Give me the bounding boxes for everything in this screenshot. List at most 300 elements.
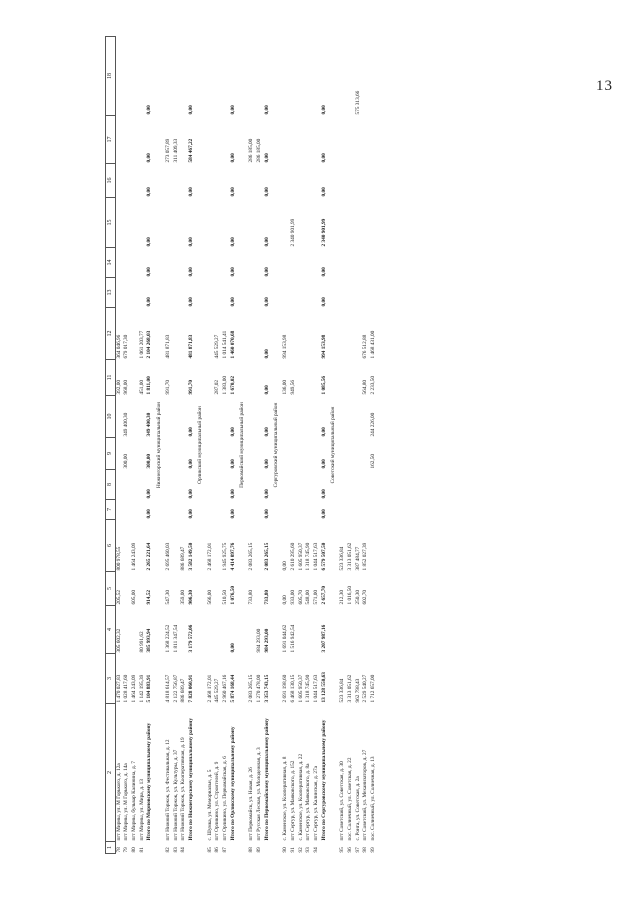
value-cell: 0,00 xyxy=(282,595,289,605)
value-cell xyxy=(355,308,363,360)
value-cell: 0,00 xyxy=(320,509,327,519)
value-cell xyxy=(139,500,147,520)
table-row xyxy=(298,37,306,854)
value-cell xyxy=(339,308,347,360)
row-number-cell: 81 xyxy=(138,847,145,853)
value-cell xyxy=(370,572,378,606)
value-cell xyxy=(207,396,215,438)
value-cell xyxy=(248,396,256,438)
value-cell xyxy=(282,198,290,248)
value-cell xyxy=(290,278,298,308)
value-cell: 0,00 xyxy=(188,267,195,277)
table-row xyxy=(282,37,290,854)
rotated-table-sheet xyxy=(105,37,602,854)
value-cell xyxy=(256,308,264,360)
value-cell xyxy=(180,37,188,116)
value-cell: 0,00 xyxy=(229,297,236,307)
value-cell: 2 340 901,99 xyxy=(320,218,327,247)
value-cell: 510,50 xyxy=(222,589,229,605)
value-cell xyxy=(207,164,215,198)
value-cell xyxy=(347,248,355,278)
value-cell: 136,00 xyxy=(282,379,289,395)
value-cell xyxy=(347,396,355,438)
value-cell xyxy=(290,37,298,116)
value-cell: 0,00 xyxy=(229,643,236,653)
value-cell xyxy=(347,438,355,470)
value-cell: 0,00 xyxy=(320,297,327,307)
value-cell xyxy=(313,606,321,654)
value-cell xyxy=(362,500,370,520)
value-cell xyxy=(115,37,123,116)
value-cell xyxy=(355,198,363,248)
address-cell: пгт Сергур, ул. Калинская, д. 27а xyxy=(313,765,320,841)
value-cell: 287,02 xyxy=(214,379,221,395)
value-cell xyxy=(370,278,378,308)
table-header-row xyxy=(106,37,116,854)
value-cell xyxy=(131,37,139,116)
row-number-cell: 96 xyxy=(347,847,354,853)
value-cell xyxy=(180,500,188,520)
table-row xyxy=(305,37,313,854)
value-cell xyxy=(282,500,290,520)
value-cell: 0,00 xyxy=(320,187,327,197)
table-row xyxy=(248,37,256,854)
value-cell xyxy=(222,606,230,654)
value-cell xyxy=(165,500,173,520)
value-cell xyxy=(313,116,321,164)
value-cell: 1 085,56 xyxy=(320,375,327,395)
value-cell xyxy=(248,360,256,396)
value-cell: 0,00 xyxy=(263,267,270,277)
header-cell: 8 xyxy=(106,470,116,500)
value-cell xyxy=(173,308,181,360)
value-cell: 0,00 xyxy=(188,459,195,469)
value-cell xyxy=(290,500,298,520)
value-cell: 0,00 xyxy=(320,153,327,163)
value-cell: 300,00 xyxy=(146,453,153,469)
value-cell xyxy=(222,500,230,520)
value-cell: 3 207 987,16 xyxy=(320,624,327,653)
value-cell xyxy=(207,37,215,116)
value-cell xyxy=(139,116,147,164)
header-cell: 9 xyxy=(106,438,116,470)
value-cell xyxy=(256,360,264,396)
value-cell xyxy=(248,308,256,360)
table-row xyxy=(180,37,188,854)
value-cell xyxy=(313,198,321,248)
table-row xyxy=(256,37,264,854)
value-cell xyxy=(347,308,355,360)
value-cell xyxy=(214,164,222,198)
address-cell: с. Каменское, ул. Кооперативная, д. 22 xyxy=(297,753,304,841)
table-row xyxy=(362,37,370,854)
value-cell: 2 265 221,64 xyxy=(146,542,153,571)
value-cell: 1 605 950,37 xyxy=(297,674,304,703)
value-cell xyxy=(313,308,321,360)
value-cell: 2 104 268,03 xyxy=(146,330,153,359)
value-cell xyxy=(362,37,370,116)
value-cell xyxy=(248,438,256,470)
address-cell: пгт Мирны, ул. М Горького, д. 14а xyxy=(123,763,130,841)
value-cell: 0,00 xyxy=(320,267,327,277)
value-cell: 0,00 xyxy=(146,153,153,163)
value-cell xyxy=(207,116,215,164)
value-cell: 0,00 xyxy=(263,459,270,469)
header-cell: 12 xyxy=(106,308,116,360)
table-row xyxy=(115,37,123,854)
value-cell xyxy=(339,500,347,520)
value-cell xyxy=(347,164,355,198)
value-cell xyxy=(339,116,347,164)
value-cell xyxy=(139,37,147,116)
value-cell xyxy=(298,606,306,654)
address-cell: пгт Нижний Торжок, ул. Культуры, д. 37 xyxy=(172,749,179,841)
value-cell xyxy=(256,470,264,500)
value-cell: 2 695 460,03 xyxy=(165,542,172,571)
value-cell xyxy=(355,248,363,278)
value-cell xyxy=(248,500,256,520)
row-number-cell xyxy=(264,842,272,854)
value-cell xyxy=(298,470,306,500)
value-cell: 548,00 xyxy=(305,589,312,605)
value-cell xyxy=(305,396,313,438)
value-cell xyxy=(222,470,230,500)
value-cell: 584 467,22 xyxy=(188,138,195,163)
value-cell xyxy=(282,164,290,198)
table-row xyxy=(131,37,139,854)
row-number-cell xyxy=(188,842,196,854)
value-cell xyxy=(256,164,264,198)
value-cell: 349 400,30 xyxy=(146,412,153,437)
header-cell: 6 xyxy=(106,520,116,572)
row-number-cell: 90 xyxy=(282,847,289,853)
value-cell: 311 409,33 xyxy=(172,138,179,163)
value-cell xyxy=(123,248,131,278)
value-cell: 349 400,30 xyxy=(123,412,130,437)
value-cell: 2 960 467,16 xyxy=(222,674,229,703)
value-cell xyxy=(180,278,188,308)
total-row xyxy=(264,37,272,854)
row-number-cell: 99 xyxy=(370,847,377,853)
value-cell xyxy=(362,116,370,164)
value-cell xyxy=(347,198,355,248)
value-cell xyxy=(173,360,181,396)
value-cell: 1 016,50 xyxy=(347,585,354,605)
value-cell xyxy=(207,248,215,278)
value-cell: 1 044 517,63 xyxy=(313,542,320,571)
value-cell: 273 057,89 xyxy=(165,138,172,163)
value-cell: 286 185,00 xyxy=(248,138,255,163)
header-cell: 15 xyxy=(106,198,116,248)
value-cell: 0,00 xyxy=(282,561,289,571)
value-cell xyxy=(355,396,363,438)
value-cell: 2 468 172,01 xyxy=(206,674,213,703)
value-cell xyxy=(290,308,298,360)
value-cell xyxy=(131,248,139,278)
value-cell xyxy=(370,248,378,278)
value-cell xyxy=(139,520,147,572)
value-cell: 1 691 044,62 xyxy=(282,624,289,653)
value-cell xyxy=(305,164,313,198)
value-cell xyxy=(131,116,139,164)
table-row xyxy=(290,37,298,854)
row-number-cell: 80 xyxy=(131,847,138,853)
value-cell: 1 142 195,39 xyxy=(138,674,145,703)
value-cell xyxy=(256,438,264,470)
value-cell: 564,80 xyxy=(362,379,369,395)
value-cell xyxy=(362,198,370,248)
section-title: Нижнегорский муниципальный район xyxy=(155,401,162,489)
address-cell: Итого по Первомайскому муниципальному району xyxy=(263,718,270,841)
row-number-cell xyxy=(230,842,238,854)
total-row xyxy=(188,37,196,854)
value-cell: 80 991,62 xyxy=(138,631,145,653)
value-cell xyxy=(123,470,131,500)
value-cell: 300,00 xyxy=(123,453,130,469)
value-cell xyxy=(298,164,306,198)
value-cell xyxy=(313,470,321,500)
value-cell xyxy=(165,37,173,116)
value-cell xyxy=(222,116,230,164)
value-cell: 0,00 xyxy=(229,459,236,469)
value-cell xyxy=(256,37,264,116)
row-number-cell: 97 xyxy=(354,847,361,853)
value-cell: 523 336,84 xyxy=(339,546,346,571)
value-cell: 2 657,70 xyxy=(320,585,327,605)
value-cell: 0,00 xyxy=(263,187,270,197)
table-row xyxy=(313,37,321,854)
value-cell xyxy=(347,360,355,396)
value-cell xyxy=(115,248,123,278)
table-row xyxy=(355,37,363,854)
address-cell: пгт Нижний Торжок, ул. Кооперативная, д. 19 xyxy=(180,737,187,841)
value-cell xyxy=(313,278,321,308)
table-row xyxy=(165,37,173,854)
row-number-cell: 92 xyxy=(297,847,304,853)
value-cell xyxy=(115,164,123,198)
value-cell: 0,00 xyxy=(188,105,195,115)
value-cell xyxy=(347,278,355,308)
value-cell xyxy=(173,572,181,606)
row-number-cell: 95 xyxy=(339,847,346,853)
value-cell: 0,00 xyxy=(320,105,327,115)
total-row xyxy=(321,37,329,854)
row-number-cell: 82 xyxy=(165,847,172,853)
value-cell: 1 470 027,83 xyxy=(115,674,122,703)
value-cell xyxy=(139,572,147,606)
value-cell: 359,00 xyxy=(180,589,187,605)
value-cell xyxy=(256,396,264,438)
value-cell: 914,52 xyxy=(146,589,153,605)
value-cell xyxy=(207,308,215,360)
value-cell xyxy=(248,164,256,198)
value-cell xyxy=(115,438,123,470)
row-number-cell: 85 xyxy=(206,847,213,853)
value-cell: 1 945 925,75 xyxy=(222,542,229,571)
value-cell xyxy=(131,606,139,654)
value-cell: 0,00 xyxy=(146,509,153,519)
value-cell xyxy=(282,438,290,470)
value-cell xyxy=(362,248,370,278)
value-cell xyxy=(362,396,370,438)
value-cell: 212,30 xyxy=(339,589,346,605)
value-cell xyxy=(214,278,222,308)
address-cell: пгт Советский, ул. Советская, д. 30 xyxy=(339,761,346,841)
value-cell xyxy=(123,606,131,654)
value-cell xyxy=(282,248,290,278)
value-cell xyxy=(370,500,378,520)
value-cell: 286 185,00 xyxy=(256,138,263,163)
value-cell: 1 270 478,00 xyxy=(256,674,263,703)
value-cell xyxy=(139,438,147,470)
address-cell: пгт Русская Лесная, ул. Молодежная, д. 3 xyxy=(256,747,263,841)
value-cell xyxy=(131,438,139,470)
row-number-cell: 78 xyxy=(115,847,122,853)
value-cell xyxy=(222,198,230,248)
value-cell xyxy=(298,396,306,438)
value-cell: 0,00 xyxy=(188,489,195,499)
value-cell xyxy=(248,37,256,116)
value-cell xyxy=(173,278,181,308)
table-row xyxy=(347,37,355,854)
address-cell: с. Шумка, ул. Мемориальн, д. 5 xyxy=(206,769,213,841)
value-cell: 676 512,88 xyxy=(362,334,369,359)
value-cell: 205,52 xyxy=(115,589,122,605)
value-cell xyxy=(355,500,363,520)
value-cell: 1 076,50 xyxy=(229,585,236,605)
value-cell: 3 353 743,15 xyxy=(263,674,270,703)
value-cell: 0,00 xyxy=(263,237,270,247)
value-cell: 566,00 xyxy=(206,589,213,605)
row-number-cell xyxy=(146,842,154,854)
section-header-row xyxy=(154,37,165,854)
row-number-cell: 79 xyxy=(123,847,130,853)
value-cell: 5 104 883,91 xyxy=(146,674,153,703)
value-cell: 1 014 541,41 xyxy=(222,330,229,359)
value-cell: 0,00 xyxy=(320,489,327,499)
row-number-cell: 89 xyxy=(256,847,263,853)
value-cell: 523 336,84 xyxy=(339,678,346,703)
value-cell: 962 798,43 xyxy=(354,678,361,703)
value-cell xyxy=(305,360,313,396)
value-cell xyxy=(290,438,298,470)
value-cell: 0,00 xyxy=(188,237,195,247)
table-row xyxy=(370,37,378,854)
header-cell: 11 xyxy=(106,360,116,396)
row-number-cell: 86 xyxy=(214,847,221,853)
value-cell xyxy=(298,248,306,278)
value-cell xyxy=(347,606,355,654)
value-cell: 0,00 xyxy=(263,489,270,499)
value-cell: 0,00 xyxy=(188,187,195,197)
value-cell xyxy=(362,278,370,308)
value-cell: 1 028 417,60 xyxy=(123,674,130,703)
value-cell: 3 313 051,62 xyxy=(347,674,354,703)
value-cell xyxy=(131,360,139,396)
value-cell xyxy=(298,116,306,164)
value-cell xyxy=(214,198,222,248)
value-cell: 4 818 614,57 xyxy=(165,674,172,703)
address-cell: пгт Нижний Торжок, ул. Фестивальная, д. 12 xyxy=(165,739,172,841)
value-cell xyxy=(248,606,256,654)
value-cell xyxy=(222,278,230,308)
value-cell xyxy=(115,198,123,248)
value-cell xyxy=(123,198,131,248)
value-cell: 445 529,27 xyxy=(214,334,221,359)
value-cell xyxy=(165,470,173,500)
section-title: Сергуровский муниципальный район xyxy=(273,402,280,488)
value-cell xyxy=(173,470,181,500)
value-cell: 733,80 xyxy=(248,589,255,605)
value-cell: 445 529,27 xyxy=(214,678,221,703)
value-cell xyxy=(339,438,347,470)
value-cell: 0,00 xyxy=(263,509,270,519)
value-cell: 0,00 xyxy=(229,237,236,247)
value-cell xyxy=(222,37,230,116)
value-cell xyxy=(282,396,290,438)
value-cell xyxy=(131,308,139,360)
section-title: Орликский муниципальный район xyxy=(197,406,204,484)
address-cell: пгт Орликино, ул. Строителей, д. 9 xyxy=(214,761,221,841)
value-cell xyxy=(305,500,313,520)
value-cell: 0,00 xyxy=(229,509,236,519)
value-cell xyxy=(347,470,355,500)
value-cell: 0,00 xyxy=(263,297,270,307)
row-number-cell: 91 xyxy=(290,847,297,853)
row-number-cell: 88 xyxy=(248,847,255,853)
row-number-cell: 93 xyxy=(305,847,312,853)
value-cell: 1 464 243,09 xyxy=(131,674,138,703)
value-cell: 1 811,00 xyxy=(146,376,153,395)
value-cell xyxy=(123,520,131,572)
page-number: 13 xyxy=(596,78,613,94)
value-cell: 0,00 xyxy=(188,427,195,437)
value-cell xyxy=(347,37,355,116)
value-cell: 13 128 550,63 xyxy=(320,672,327,703)
value-cell xyxy=(214,396,222,438)
value-cell xyxy=(339,360,347,396)
value-cell xyxy=(256,500,264,520)
value-cell: 575 313,66 xyxy=(354,90,361,115)
address-cell: пос. Солнечный, ул. Советская, д. 22 xyxy=(347,757,354,841)
value-cell xyxy=(290,164,298,198)
total-row xyxy=(230,37,238,854)
section-header-row xyxy=(271,37,282,854)
value-cell xyxy=(362,470,370,500)
value-cell: 1 061 203,77 xyxy=(138,330,145,359)
value-cell xyxy=(131,164,139,198)
value-cell xyxy=(131,198,139,248)
value-cell: 481 871,83 xyxy=(165,334,172,359)
value-cell xyxy=(290,248,298,278)
value-cell: 800 978,55 xyxy=(115,546,122,571)
rotated-table-frame xyxy=(105,37,602,854)
value-cell: 1 464 243,09 xyxy=(131,542,138,571)
value-cell: 305 602,32 xyxy=(115,628,122,653)
value-cell xyxy=(313,248,321,278)
value-cell: 1 318 745,90 xyxy=(305,674,312,703)
value-cell: 605,00 xyxy=(131,589,138,605)
table-row xyxy=(222,37,230,854)
value-cell: 3 313 051,62 xyxy=(347,542,354,571)
value-cell xyxy=(313,396,321,438)
value-cell xyxy=(165,396,173,438)
value-cell xyxy=(362,164,370,198)
value-cell xyxy=(139,396,147,438)
value-cell: 949,56 xyxy=(290,379,297,395)
value-cell xyxy=(180,606,188,654)
value-cell xyxy=(180,164,188,198)
